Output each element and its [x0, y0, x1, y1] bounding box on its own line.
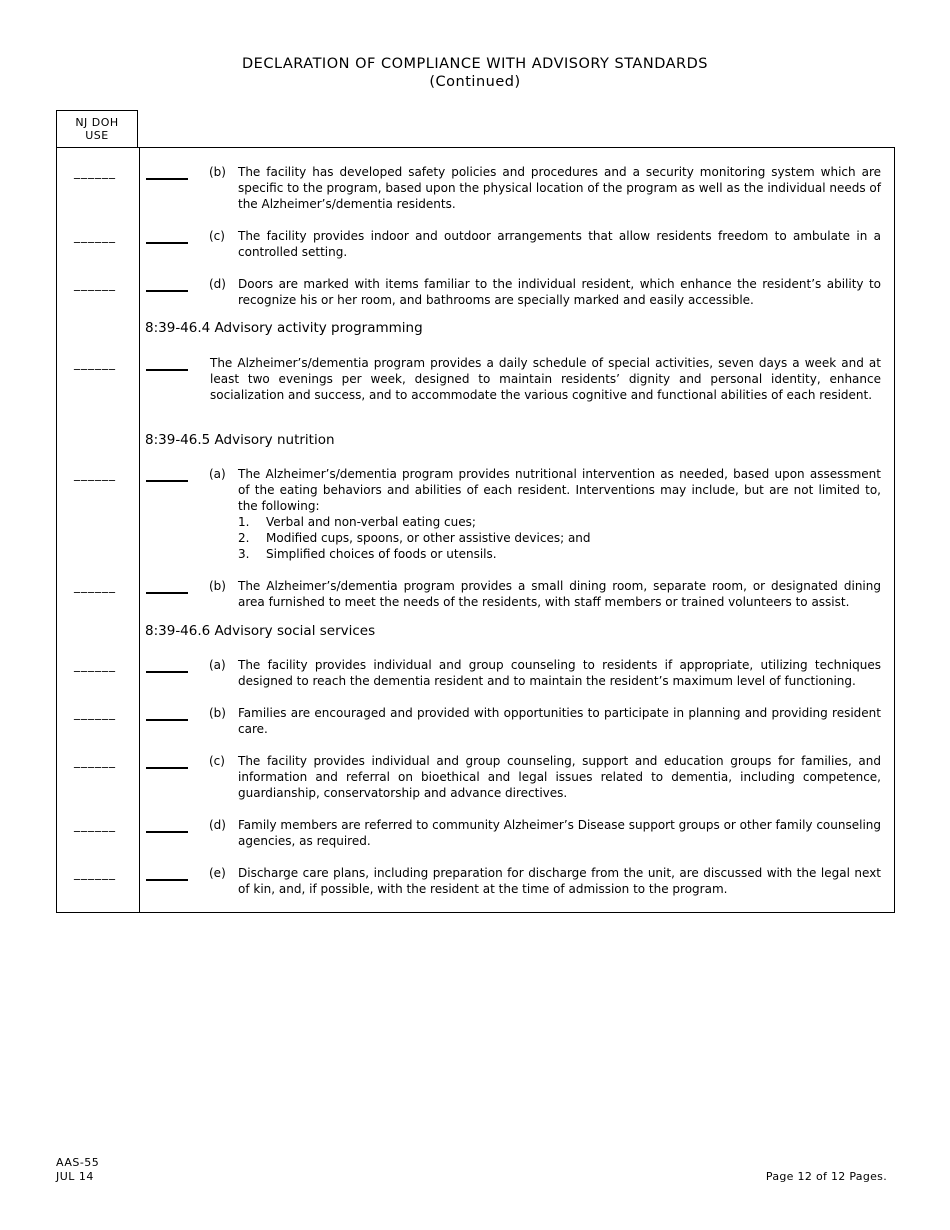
njdoh-use-blank: ______ [74, 579, 116, 593]
section-heading-social-services: 8:39-46.6 Advisory social services [145, 623, 376, 639]
njdoh-use-blank: ______ [74, 229, 116, 243]
intervention-list [238, 514, 881, 562]
page-number: Page 12 of 12 Pages. [765, 1170, 887, 1183]
compliance-checkbox-line[interactable] [146, 466, 188, 482]
list-item [238, 546, 881, 562]
item-text: Doors are marked with items familiar to the individual resident, which enhance the resident’s ability to recognize his or her room, and bathrooms are specially marked and easily accessible. [238, 277, 881, 307]
column-divider [139, 148, 140, 912]
column-header-line2: USE [85, 129, 109, 142]
item-letter: (b) [209, 706, 226, 720]
item-letter: (e) [209, 866, 226, 880]
item-letter: (a) [209, 467, 226, 481]
njdoh-use-blank: ______ [74, 866, 116, 880]
item-letter: (c) [209, 229, 225, 243]
item-text-block [238, 466, 881, 562]
list-number: 3. [238, 547, 250, 561]
compliance-checkbox-line[interactable] [146, 817, 188, 833]
document-title: DECLARATION OF COMPLIANCE WITH ADVISORY STANDARDS [242, 56, 708, 72]
njdoh-use-column-header [56, 110, 138, 147]
document-title-block [0, 55, 950, 91]
form-identifier [56, 1156, 99, 1184]
list-text: Modified cups, spoons, or other assistive devices; and [266, 531, 591, 545]
item-letter: (b) [209, 579, 226, 593]
list-text: Simplified choices of foods or utensils. [266, 547, 497, 561]
compliance-checkbox-line[interactable] [146, 228, 188, 244]
item-text: The facility has developed safety policies and procedures and a security monitoring system which are specific to the program, based upon the physical location of the program as well as the individual needs of the Alzheimer’s/dementia residents. [238, 165, 881, 211]
compliance-checkbox-line[interactable] [146, 276, 188, 292]
compliance-checkbox-line[interactable] [146, 578, 188, 594]
compliance-checkbox-line[interactable] [146, 753, 188, 769]
section-heading-nutrition: 8:39-46.5 Advisory nutrition [145, 432, 335, 448]
njdoh-use-blank: ______ [74, 467, 116, 481]
list-item [238, 530, 881, 546]
njdoh-use-blank: ______ [74, 754, 116, 768]
compliance-checkbox-line[interactable] [146, 705, 188, 721]
compliance-checkbox-line[interactable] [146, 865, 188, 881]
form-date: JUL 14 [56, 1170, 94, 1183]
item-text: The Alzheimer’s/dementia program provides a daily schedule of special activities, seven days a week and at least two evenings per week, designed to maintain residents’ dignity and personal identity, enhance socialization and success, and to accommodate the various cognitive and functional abilities of each resident. [210, 356, 881, 402]
section-heading-activity-programming: 8:39-46.4 Advisory activity programming [145, 320, 423, 336]
item-letter: (d) [209, 818, 226, 832]
item-text: Discharge care plans, including preparation for discharge from the unit, are discussed with the legal next of kin, and, if possible, with the resident at the time of admission to the program. [238, 866, 881, 896]
compliance-checkbox-line[interactable] [146, 657, 188, 673]
item-text: The Alzheimer’s/dementia program provides a small dining room, separate room, or designated dining area furnished to meet the needs of the residents, with staff members or trained volunteers to assist. [238, 579, 881, 609]
list-number: 1. [238, 515, 250, 529]
item-text: The facility provides individual and group counseling, support and education groups for families, and information and referral on bioethical and legal issues related to dementia, including competence, guardianship, conservatorship and advance directives. [238, 754, 881, 800]
item-letter: (c) [209, 754, 225, 768]
document-subtitle: (Continued) [429, 74, 521, 90]
njdoh-use-blank: ______ [74, 277, 116, 291]
form-id: AAS-55 [56, 1156, 100, 1169]
list-number: 2. [238, 531, 250, 545]
item-text: The facility provides individual and group counseling to residents if appropriate, utilizing techniques designed to reach the dementia resident and to maintain the resident’s maximum level of functioning. [238, 658, 881, 688]
njdoh-use-blank: ______ [74, 818, 116, 832]
compliance-checkbox-line[interactable] [146, 355, 188, 371]
njdoh-use-blank: ______ [74, 658, 116, 672]
item-letter: (d) [209, 277, 226, 291]
compliance-table [56, 147, 895, 913]
item-letter: (a) [209, 658, 226, 672]
item-letter: (b) [209, 165, 226, 179]
list-text: Verbal and non-verbal eating cues; [266, 515, 476, 529]
list-item [238, 514, 881, 530]
item-text: Families are encouraged and provided with opportunities to participate in planning and providing resident care. [238, 706, 881, 736]
njdoh-use-blank: ______ [74, 165, 116, 179]
compliance-checkbox-line[interactable] [146, 164, 188, 180]
njdoh-use-blank: ______ [74, 356, 116, 370]
column-header-line1: NJ DOH [75, 116, 119, 129]
njdoh-use-blank: ______ [74, 706, 116, 720]
item-text: Family members are referred to community Alzheimer’s Disease support groups or other family counseling agencies, as required. [238, 818, 881, 848]
item-text: The facility provides indoor and outdoor arrangements that allow residents freedom to ambulate in a controlled setting. [238, 229, 881, 259]
item-text: The Alzheimer’s/dementia program provides nutritional intervention as needed, based upon assessment of the eating behaviors and abilities of each resident. Interventions may include, but are not limited to, the following: [238, 467, 881, 513]
